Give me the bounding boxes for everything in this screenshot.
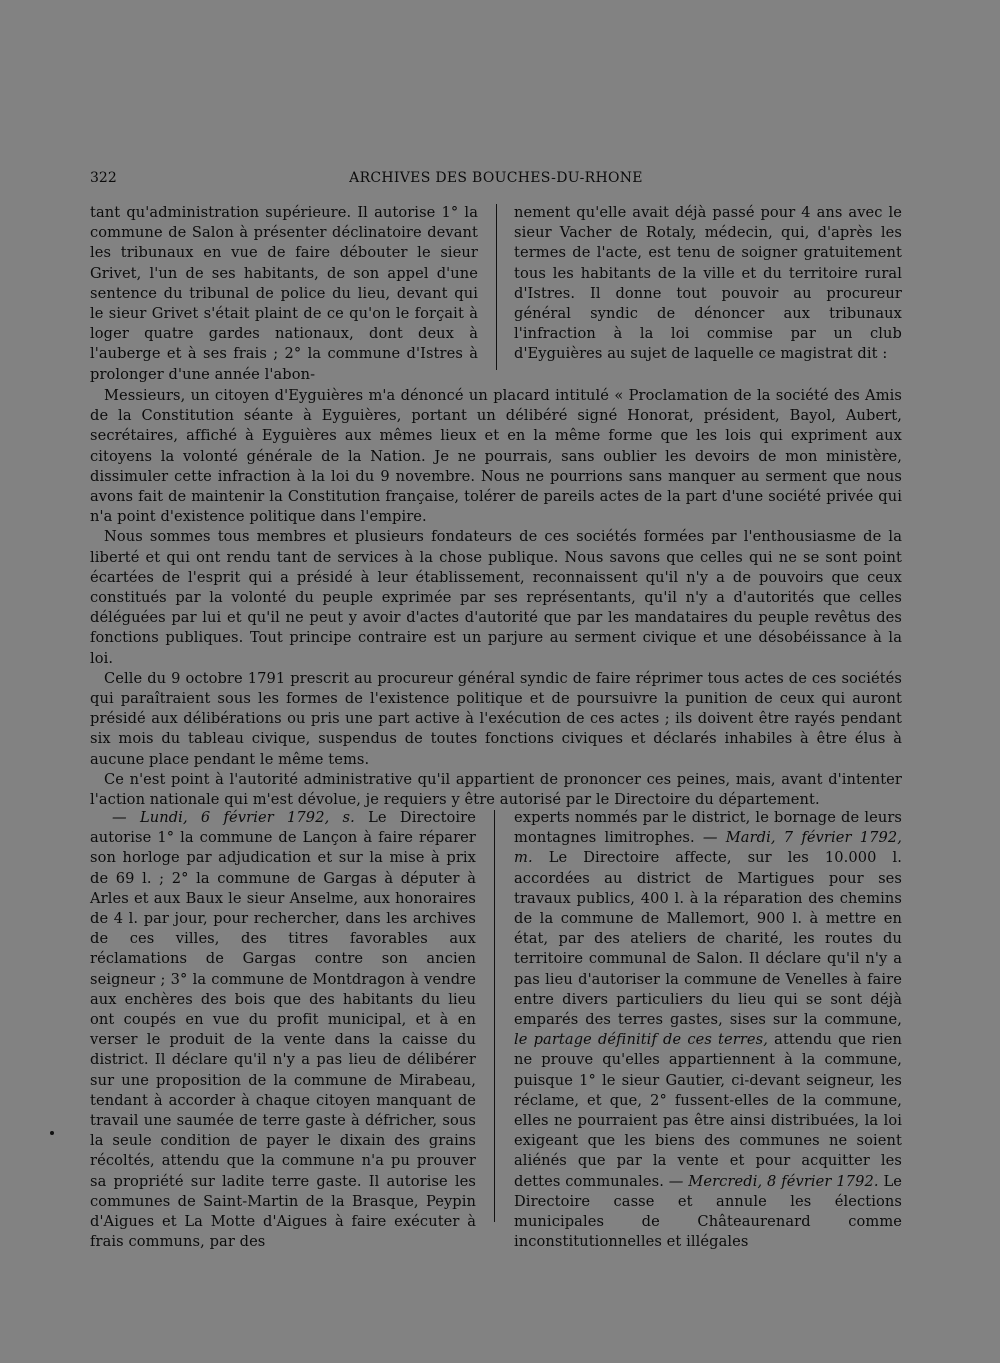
italic-phrase: le partage définitif de ces terres, <box>514 1031 768 1049</box>
bottom-right-text-2: Le Directoire affecte, sur les 10.000 l. accordées au district de Martigues pour ses travaux publics, 400 l. à la réparation des chemins de la commune de Mallemort, 900 l. à mettre en état, par des ateliers de charité, les routes du territoire communal de Salon. Il déclare qu'il n'y a pas lieu d'autoriser la commune de Venelles à faire entre divers particuliers du lieu qui se sont déjà emparés des terres gastes, sises sur la commune, <box>514 849 902 1029</box>
running-title: ARCHIVES DES BOUCHES-DU-RHONE <box>349 170 643 186</box>
column-rule-bottom <box>494 810 495 1222</box>
bottom-left-paragraph <box>90 808 476 1252</box>
date-mercredi: — Mercredi, 8 février 1792. <box>668 1172 879 1190</box>
page-header <box>90 170 902 190</box>
column-rule-top <box>496 204 497 370</box>
top-right-column <box>514 203 902 365</box>
top-right-paragraph: nement qu'elle avait déjà passé pour 4 ans avec le sieur Vacher de Rotaly, médecin, qui, d'après les termes de l'acte, est tenu de soigner gratuitement tous les habitants de la ville et du territoire rural d'Istres. Il donne tout pouvoir au procureur général syndic de dénoncer aux tribunaux l'infraction à la loi commise par un club d'Eyguières au sujet de laquelle ce magistrat dit : <box>514 204 902 363</box>
page-number: 322 <box>90 170 117 186</box>
date-lundi: — Lundi, 6 février 1792, s. <box>112 809 355 826</box>
top-left-column <box>90 203 478 385</box>
bottom-right-paragraph <box>514 808 902 1252</box>
bottom-left-column <box>90 808 476 1252</box>
quote-paragraph: Celle du 9 octobre 1791 prescrit au procureur général syndic de faire réprimer tous actes de ces sociétés qui paraîtraient sous les formes de l'existence politique et de poursuivre la punition de ceux qui auront présidé aux délibérations ou pris une part active à l'exécution de ces actes ; ils doivent être rayés pendant six mois du tableau civique, suspendus de toutes fonctions civiques et déclarés inhabiles à être élus à aucune place pendant le même tems. <box>90 669 902 768</box>
bottom-right-text-4: Le Directoire casse et annule les élections municipales de Châteaurenard comme inconstitutionnelles et illégales <box>514 1172 902 1251</box>
date-mardi: — Mardi, 7 février 1792, m. <box>514 829 903 867</box>
scan-speck <box>50 1131 54 1135</box>
quote-paragraph: Ce n'est point à l'autorité administrative qu'il appartient de prononcer ces peines, mais, avant d'intenter l'action nationale qui m'est dévolue, je requiers y être autorisé par le Directoire du département. <box>90 770 902 809</box>
bottom-right-text-1: experts nommés par le district, le bornage de leurs montagnes limitrophes. <box>514 809 902 847</box>
bottom-right-column <box>514 808 902 1252</box>
bottom-left-text: Le Directoire autorise 1° la commune de Lançon à faire réparer son horloge par adjudication et sur la mise à prix de 69 l. ; 2° la commune de Gargas à députer à Arles et aux Baux le sieur Anselme, aux honoraires de 4 l. par jour, pour rechercher, dans les archives de ces villes, des titres favorables aux réclamations de Gargas contre son ancien seigneur ; 3° la commune de Montdragon à vendre aux enchères des bois que des habitants du lieu ont coupés en vue du profit municipal, et à en verser le produit de la vente dans la caisse du district. Il déclare qu'il n'y a pas lieu de délibérer sur une proposition de la commune de Mirabeau, tendant à accorder à chaque citoyen manquant de travail une saumée de terre gaste à défricher, sous la seule condition de payer le dixain des grains récoltés, attendu que la commune n'a pu prouver sa propriété sur ladite terre gaste. Il autorise les communes de Saint-Martin de la Brasque, Peypin d'Aigues et La Motte d'Aigues à faire exécuter à frais communs, par des <box>90 809 476 1251</box>
quote-paragraph: Nous sommes tous membres et plusieurs fondateurs de ces sociétés formées par l'enthousiasme de la liberté et qui ont rendu tant de services à la chose publique. Nous savons que celles qui ne se sont point écartées de l'esprit qui a présidé à leur établissement, reconnaissent qu'il n'y a de pouvoirs que ceux constitués par la volonté du peuple exprimée par ses représentants, qu'il n'y a d'autorités que celles déléguées par lui et qu'il ne peut y avoir d'actes d'autorité que par les mandataires du peuple revêtus des fonctions publiques. Tout principe contraire est un parjure au serment civique et une désobéissance à la loi. <box>90 528 902 667</box>
bottom-right-text-3: attendu que rien ne prouve qu'elles appartiennent à la commune, puisque 1° le sieur Gautier, ci-devant seigneur, les réclame, et que, 2° fussent-elles de la commune, elles ne pourraient pas être ainsi distribuées, la loi exigeant que les biens des communes ne soient aliénés que par la vente et pour acquitter les dettes communales. <box>514 1031 902 1190</box>
quoted-letter <box>90 386 902 810</box>
quote-paragraph: Messieurs, un citoyen d'Eyguières m'a dénoncé un placard intitulé « Proclamation de la société des Amis de la Constitution séante à Eyguières, portant un délibéré signé Honorat, président, Bayol, Aubert, secrétaires, affiché à Eyguières aux mêmes lieux et en la même forme que les lois qui expriment aux citoyens la volonté générale de la Nation. Je ne pourrais, sans oublier les devoirs de mon ministère, dissimuler cette infraction à la loi du 9 novembre. Nous ne pourrions sans manquer au serment que nous avons fait de maintenir la Constitution française, tolérer de pareils actes de la part d'une société privée qui n'a point d'existence politique dans l'empire. <box>90 387 902 526</box>
top-left-paragraph: tant qu'administration supérieure. Il autorise 1° la commune de Salon à présenter déclinatoire devant les tribunaux en vue de faire débouter le sieur Grivet, l'un de ses habitants, de son appel d'une sentence du tribunal de police du lieu, devant qui le sieur Grivet s'était plaint de ce qu'on le forçait à loger quatre gardes nationaux, dont deux à l'auberge et à ses frais ; 2° la commune d'Istres à prolonger d'une année l'abon- <box>90 204 478 383</box>
